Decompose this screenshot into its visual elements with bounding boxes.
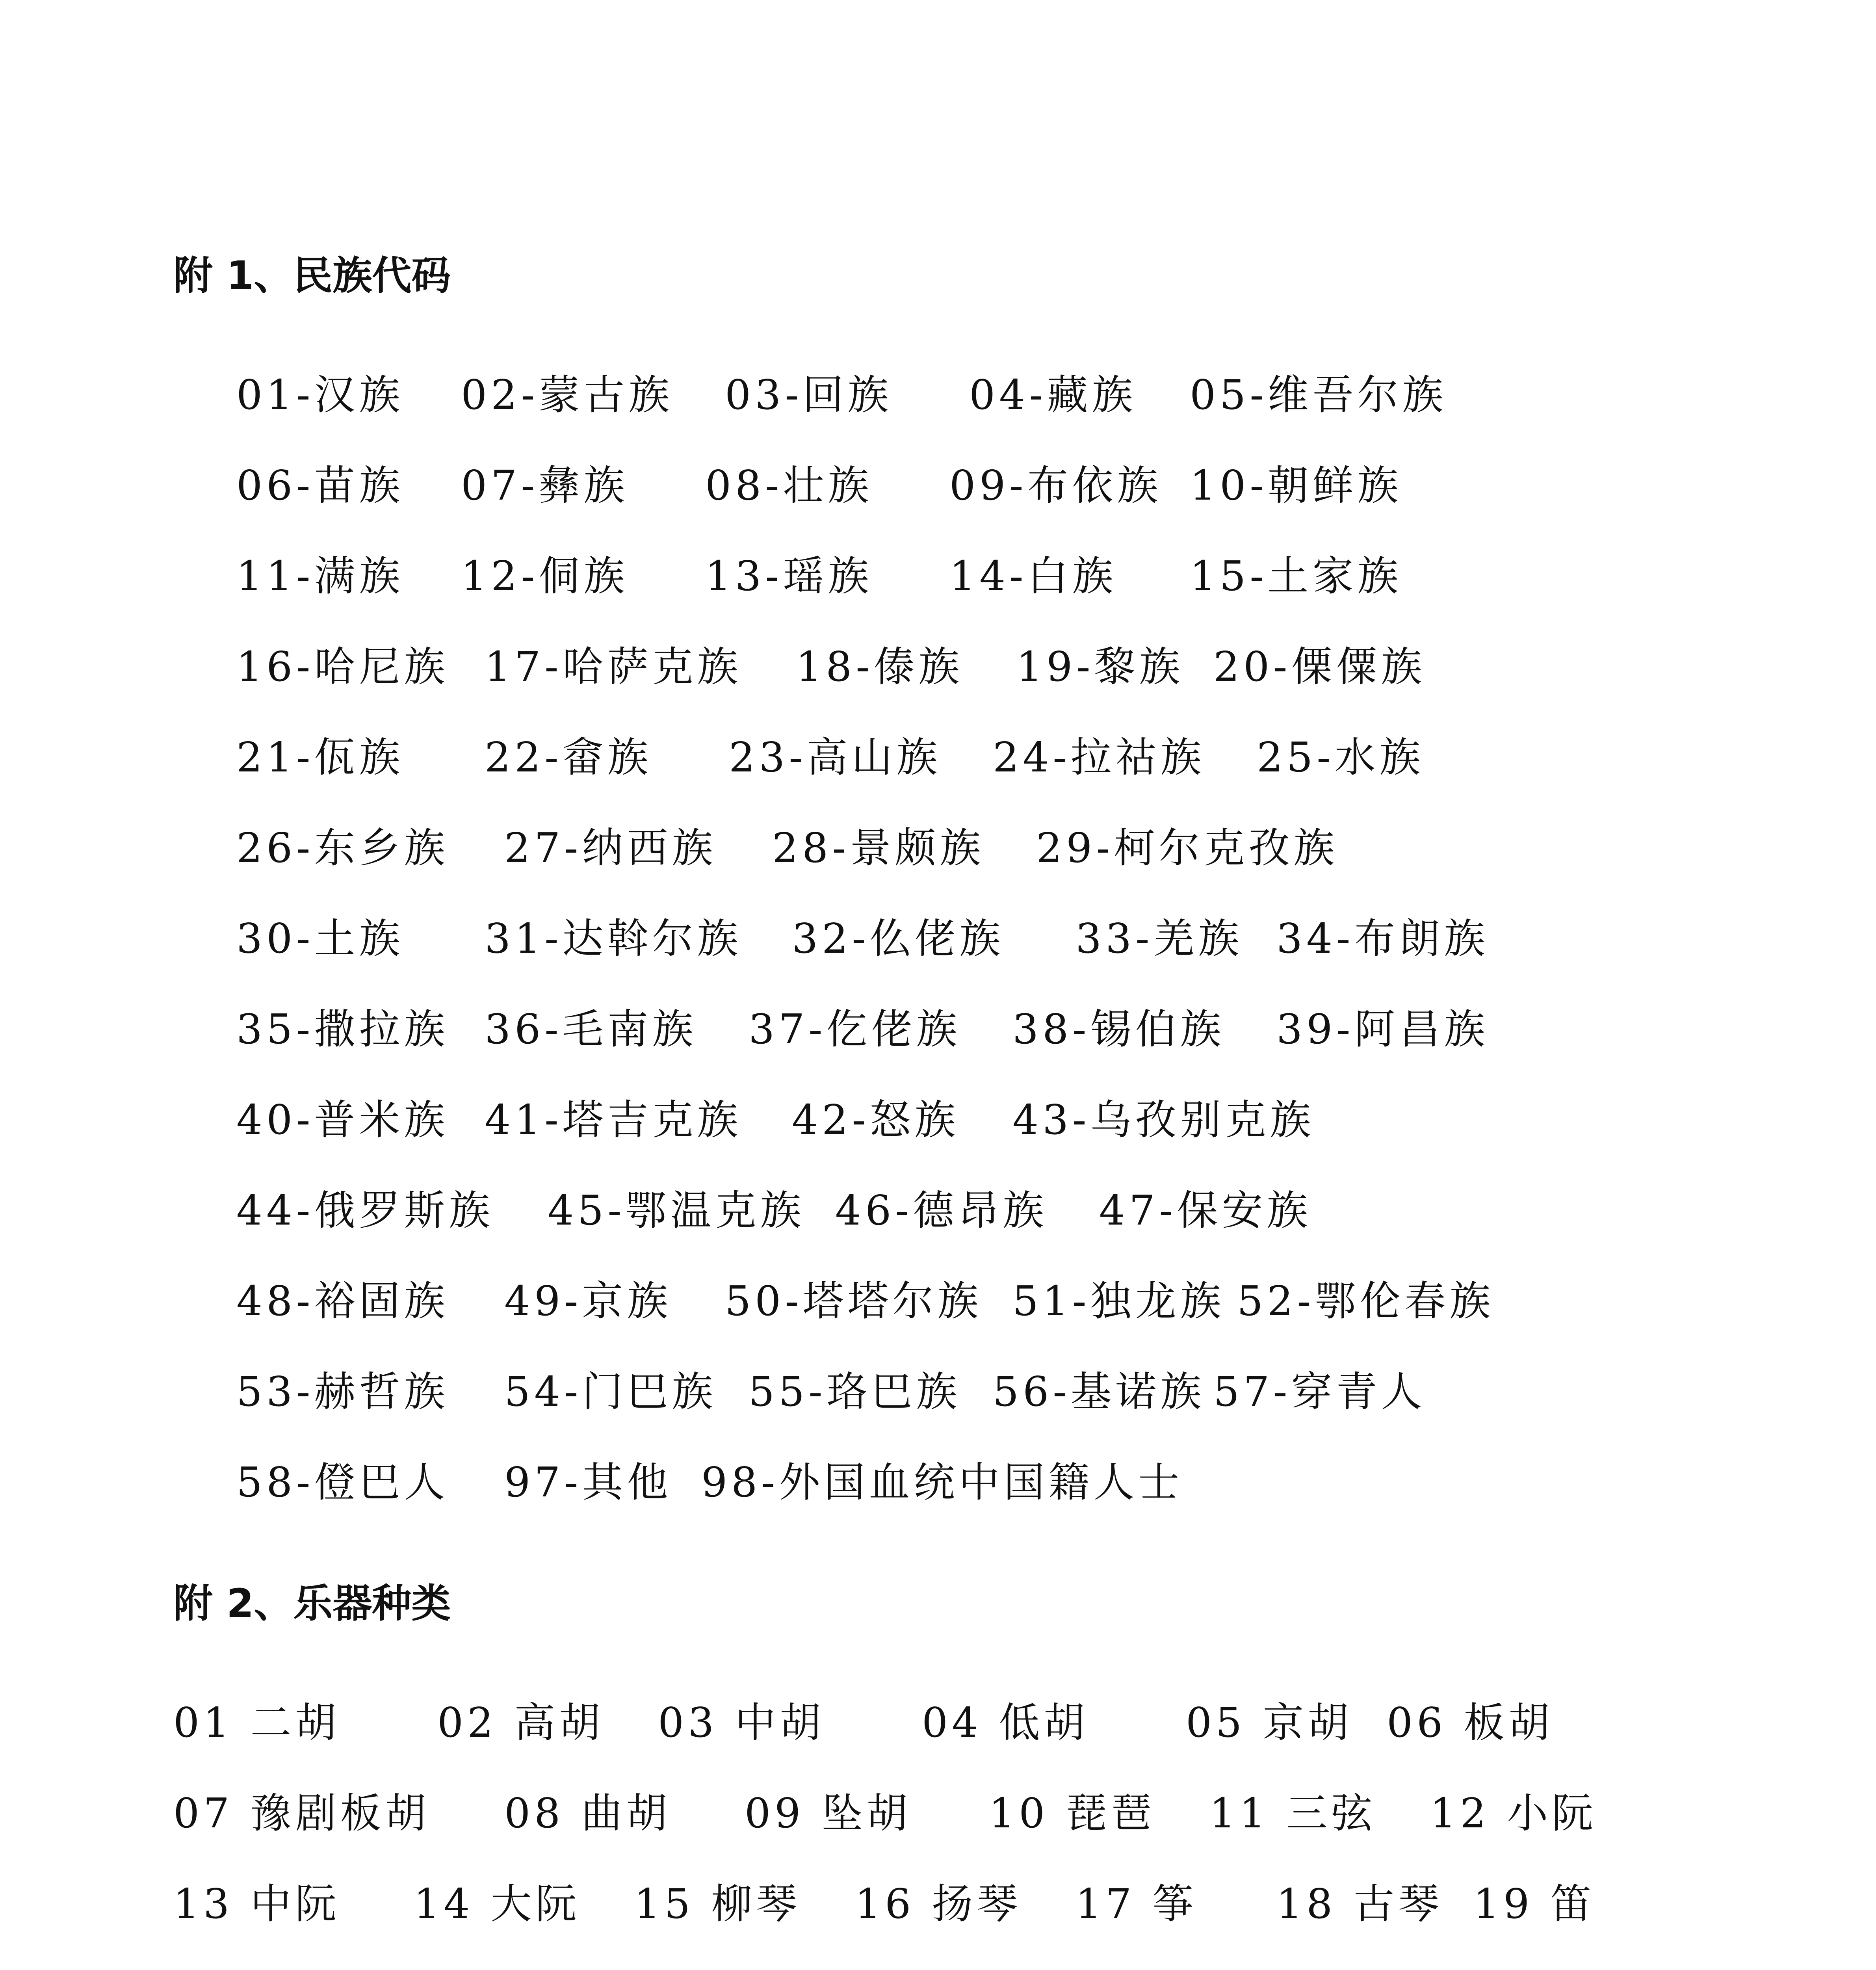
ethnicity-code: 03-回族: [725, 371, 893, 419]
ethnicity-code: 17-哈萨克族: [485, 643, 742, 691]
instrument-code: 03 中胡: [658, 1699, 825, 1747]
instrument-code: 07 豫剧板胡: [173, 1789, 430, 1837]
ethnicity-code: 12-侗族: [461, 552, 629, 600]
instrument-code: 05 京胡: [1186, 1699, 1353, 1747]
ethnicity-code: 25-水族: [1257, 733, 1425, 781]
instrument-code: 01 二胡: [173, 1699, 340, 1747]
ethnicity-code: 37-仡佬族: [749, 1005, 961, 1053]
ethnicity-code: 47-保安族: [1099, 1186, 1312, 1234]
ethnicity-code: 40-普米族: [236, 1096, 449, 1144]
ethnicity-code: 33-羌族: [1075, 914, 1243, 963]
ethnicity-code: 38-锡伯族: [1012, 1005, 1225, 1053]
instrument-code: 04 低胡: [922, 1699, 1089, 1747]
ethnicity-code: 31-达斡尔族: [485, 914, 742, 963]
ethnicity-code: 53-赫哲族: [236, 1368, 449, 1416]
ethnicity-code: 42-怒族: [792, 1096, 960, 1144]
ethnicity-code: 57-穿青人: [1213, 1368, 1426, 1416]
instrument-code: 14 大阮: [414, 1880, 581, 1928]
ethnicity-code: 29-柯尔克孜族: [1036, 824, 1339, 872]
ethnicity-code: 54-门巴族: [504, 1368, 717, 1416]
ethnicity-code: 01-汉族: [236, 371, 404, 419]
ethnicity-code: 41-塔吉克族: [485, 1096, 742, 1144]
ethnicity-code: 52-鄂伦春族: [1237, 1277, 1495, 1325]
ethnicity-code: 51-独龙族: [1012, 1277, 1225, 1325]
ethnicity-code: 48-裕固族: [236, 1277, 449, 1325]
ethnicity-code: 09-布依族: [949, 461, 1162, 509]
ethnicity-code: 44-俄罗斯族: [236, 1186, 494, 1234]
section-1-heading: 附 1、民族代码: [173, 253, 451, 299]
ethnicity-code: 19-黎族: [1016, 643, 1184, 691]
ethnicity-code: 97-其他: [504, 1458, 672, 1506]
ethnicity-code: 43-乌孜别克族: [1012, 1096, 1315, 1144]
ethnicity-code: 23-高山族: [729, 733, 942, 781]
instrument-code: 06 板胡: [1387, 1699, 1554, 1747]
ethnicity-code: 55-珞巴族: [749, 1368, 961, 1416]
instrument-code: 19 笛: [1473, 1880, 1596, 1928]
ethnicity-code: 34-布朗族: [1276, 914, 1489, 963]
ethnicity-code: 28-景颇族: [772, 824, 985, 872]
ethnicity-code: 14-白族: [949, 552, 1117, 600]
ethnicity-code: 49-京族: [504, 1277, 672, 1325]
instrument-code: 10 琵琶: [989, 1789, 1156, 1837]
ethnicity-code: 35-撒拉族: [236, 1005, 449, 1053]
ethnicity-code: 45-鄂温克族: [548, 1186, 805, 1234]
ethnicity-code: 10-朝鲜族: [1190, 461, 1402, 509]
section-2-heading: 附 2、乐器种类: [173, 1580, 451, 1626]
ethnicity-code: 05-维吾尔族: [1190, 371, 1447, 419]
ethnicity-code: 22-畲族: [485, 733, 652, 781]
instrument-code: 13 中阮: [173, 1880, 340, 1928]
ethnicity-code: 98-外国血统中国籍人士: [701, 1458, 1183, 1506]
ethnicity-code: 16-哈尼族: [236, 643, 449, 691]
instrument-code: 09 坠胡: [745, 1789, 912, 1837]
ethnicity-code: 36-毛南族: [485, 1005, 697, 1053]
ethnicity-code: 20-傈僳族: [1213, 643, 1426, 691]
ethnicity-code: 08-壮族: [705, 461, 873, 509]
ethnicity-code: 18-傣族: [796, 643, 964, 691]
ethnicity-code: 02-蒙古族: [461, 371, 674, 419]
ethnicity-code: 24-拉祜族: [993, 733, 1205, 781]
instrument-code: 12 小阮: [1430, 1789, 1597, 1837]
ethnicity-code: 13-瑶族: [705, 552, 873, 600]
ethnicity-code: 15-土家族: [1190, 552, 1402, 600]
ethnicity-code: 39-阿昌族: [1276, 1005, 1489, 1053]
instrument-code: 16 扬琴: [855, 1880, 1022, 1928]
ethnicity-code: 04-藏族: [969, 371, 1137, 419]
instrument-code: 02 高胡: [437, 1699, 604, 1747]
ethnicity-code: 50-塔塔尔族: [725, 1277, 983, 1325]
ethnicity-code: 32-仫佬族: [792, 914, 1005, 963]
ethnicity-code: 21-佤族: [236, 733, 404, 781]
ethnicity-code: 06-苗族: [236, 461, 404, 509]
ethnicity-code: 11-满族: [236, 552, 404, 600]
ethnicity-code: 58-僜巴人: [236, 1458, 449, 1506]
ethnicity-code: 46-德昂族: [835, 1186, 1048, 1234]
ethnicity-code: 07-彝族: [461, 461, 629, 509]
instrument-code: 15 柳琴: [634, 1880, 801, 1928]
instrument-code: 08 曲胡: [504, 1789, 671, 1837]
ethnicity-code: 26-东乡族: [236, 824, 449, 872]
ethnicity-code: 27-纳西族: [504, 824, 717, 872]
instrument-code: 11 三弦: [1209, 1789, 1376, 1837]
ethnicity-code: 30-土族: [236, 914, 404, 963]
instrument-code: 17 筝: [1075, 1880, 1198, 1928]
ethnicity-code: 56-基诺族: [993, 1368, 1205, 1416]
instrument-code: 18 古琴: [1276, 1880, 1443, 1928]
